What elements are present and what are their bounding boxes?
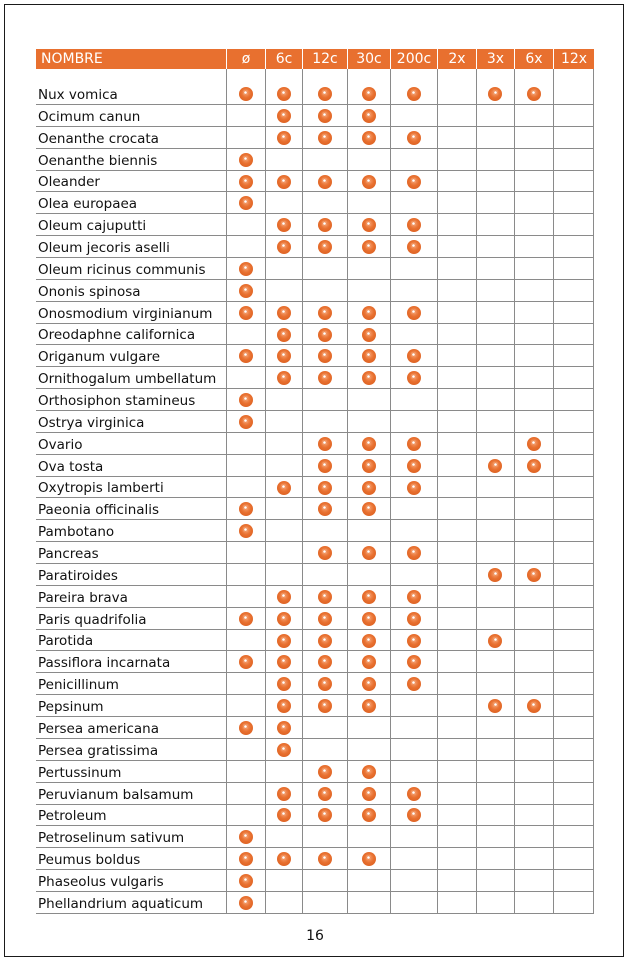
orange-dot-icon [318, 218, 332, 232]
table-row [36, 673, 594, 695]
orange-dot-icon [277, 371, 291, 385]
orange-dot-icon [362, 218, 376, 232]
table-row [36, 498, 594, 520]
table-row [36, 214, 594, 236]
orange-dot-icon [362, 808, 376, 822]
orange-dot-icon [318, 131, 332, 145]
remedy-name: Passiflora incarnata [38, 655, 171, 672]
orange-dot-icon [277, 218, 291, 232]
orange-dot-icon [277, 306, 291, 320]
orange-dot-icon [407, 546, 421, 560]
orange-dot-icon [277, 481, 291, 495]
orange-dot-icon [407, 175, 421, 189]
table-row [36, 739, 594, 761]
orange-dot-icon [239, 175, 253, 189]
orange-dot-icon [318, 699, 332, 713]
remedy-name: Phaseolus vulgaris [38, 873, 164, 890]
table-row [36, 455, 594, 477]
orange-dot-icon [277, 808, 291, 822]
remedy-name: Ovario [38, 436, 83, 453]
remedy-name: Persea americana [38, 720, 159, 737]
orange-dot-icon [362, 590, 376, 604]
orange-dot-icon [277, 131, 291, 145]
table-row [36, 433, 594, 455]
orange-dot-icon [362, 109, 376, 123]
orange-dot-icon [407, 349, 421, 363]
orange-dot-icon [239, 896, 253, 910]
remedy-name: Petroleum [38, 808, 107, 825]
remedy-name: Petroselinum sativum [38, 830, 185, 847]
remedy-name: Pareira brava [38, 589, 128, 606]
table-row [36, 258, 594, 280]
table-row [36, 324, 594, 346]
orange-dot-icon [407, 306, 421, 320]
orange-dot-icon [277, 349, 291, 363]
orange-dot-icon [277, 787, 291, 801]
orange-dot-icon [362, 371, 376, 385]
orange-dot-icon [239, 524, 253, 538]
orange-dot-icon [277, 109, 291, 123]
orange-dot-icon [362, 349, 376, 363]
orange-dot-icon [318, 437, 332, 451]
remedy-name: Pepsinum [38, 699, 104, 716]
header-col: 6c [265, 49, 302, 69]
orange-dot-icon [318, 852, 332, 866]
orange-dot-icon [277, 612, 291, 626]
orange-dot-icon [318, 655, 332, 669]
table-row [36, 149, 594, 171]
orange-dot-icon [318, 87, 332, 101]
orange-dot-icon [407, 131, 421, 145]
orange-dot-icon [362, 852, 376, 866]
orange-dot-icon [407, 634, 421, 648]
header-name: NOMBRE [41, 51, 103, 67]
orange-dot-icon [318, 481, 332, 495]
header-col: 6x [514, 49, 553, 69]
remedy-name: Oenanthe biennis [38, 152, 158, 169]
orange-dot-icon [277, 175, 291, 189]
orange-dot-icon [239, 349, 253, 363]
remedy-name: Oxytropis lamberti [38, 480, 164, 497]
orange-dot-icon [362, 87, 376, 101]
orange-dot-icon [362, 459, 376, 473]
orange-dot-icon [362, 502, 376, 516]
table-row [36, 389, 594, 411]
remedy-name: Oleum jecoris aselli [38, 240, 170, 257]
remedy-name: Ocimum canun [38, 108, 141, 125]
orange-dot-icon [488, 568, 502, 582]
orange-dot-icon [407, 459, 421, 473]
table-row [36, 805, 594, 827]
orange-dot-icon [239, 830, 253, 844]
orange-dot-icon [407, 677, 421, 691]
orange-dot-icon [362, 546, 376, 560]
orange-dot-icon [318, 677, 332, 691]
remedy-name: Phellandrium aquaticum [38, 895, 204, 912]
orange-dot-icon [318, 502, 332, 516]
header-col: 30c [347, 49, 390, 69]
orange-dot-icon [527, 87, 541, 101]
remedy-name: Oreodaphne californica [38, 327, 196, 344]
orange-dot-icon [318, 328, 332, 342]
remedy-name: Nux vomica [38, 87, 118, 103]
table-row [36, 280, 594, 302]
table-row [36, 564, 594, 586]
table-row [36, 848, 594, 870]
orange-dot-icon [318, 109, 332, 123]
orange-dot-icon [318, 787, 332, 801]
remedy-name: Ova tosta [38, 458, 104, 475]
orange-dot-icon [277, 87, 291, 101]
table-row [36, 192, 594, 214]
orange-dot-icon [239, 306, 253, 320]
remedy-name: Peruvianum balsamum [38, 786, 194, 803]
remedy-name: Paris quadrifolia [38, 611, 147, 628]
table-row [36, 783, 594, 805]
header-col: 12x [553, 49, 594, 69]
orange-dot-icon [239, 393, 253, 407]
orange-dot-icon [318, 808, 332, 822]
table-row [36, 586, 594, 608]
table-row [36, 717, 594, 739]
orange-dot-icon [407, 481, 421, 495]
header-col: 2x [437, 49, 476, 69]
table-row [36, 477, 594, 499]
orange-dot-icon [239, 262, 253, 276]
table-row [36, 127, 594, 149]
table-row [36, 630, 594, 652]
orange-dot-icon [239, 852, 253, 866]
orange-dot-icon [362, 655, 376, 669]
remedy-name: Ononis spinosa [38, 283, 141, 300]
remedy-name: Pambotano [38, 524, 115, 541]
page-number: 16 [306, 928, 324, 944]
orange-dot-icon [277, 721, 291, 735]
orange-dot-icon [407, 240, 421, 254]
table-row [36, 367, 594, 389]
table-header [36, 49, 594, 69]
orange-dot-icon [407, 218, 421, 232]
orange-dot-icon [362, 699, 376, 713]
remedy-name: Paratiroides [38, 567, 118, 584]
orange-dot-icon [407, 437, 421, 451]
table-row [36, 870, 594, 892]
orange-dot-icon [277, 852, 291, 866]
orange-dot-icon [318, 634, 332, 648]
remedy-name: Ostrya virginica [38, 414, 145, 431]
orange-dot-icon [277, 655, 291, 669]
table-row [36, 652, 594, 674]
table-row [36, 892, 594, 914]
orange-dot-icon [362, 677, 376, 691]
orange-dot-icon [362, 175, 376, 189]
table-row [36, 83, 594, 105]
orange-dot-icon [318, 765, 332, 779]
table-row [36, 542, 594, 564]
orange-dot-icon [318, 612, 332, 626]
table-row [36, 411, 594, 433]
orange-dot-icon [362, 787, 376, 801]
remedy-name: Onosmodium virginianum [38, 305, 213, 322]
orange-dot-icon [277, 634, 291, 648]
orange-dot-icon [407, 655, 421, 669]
orange-dot-icon [277, 743, 291, 757]
orange-dot-icon [488, 459, 502, 473]
remedy-name: Oenanthe crocata [38, 130, 159, 147]
table-row [36, 236, 594, 258]
orange-dot-icon [527, 699, 541, 713]
header-col: 200c [390, 49, 437, 69]
remedy-name: Oleander [38, 174, 100, 191]
table-row [36, 345, 594, 367]
orange-dot-icon [239, 87, 253, 101]
orange-dot-icon [239, 502, 253, 516]
remedy-name: Ornithogalum umbellatum [38, 371, 217, 388]
header-col: 12c [302, 49, 347, 69]
orange-dot-icon [407, 787, 421, 801]
remedy-name: Olea europaea [38, 196, 138, 213]
remedy-name: Persea gratissima [38, 742, 159, 759]
orange-dot-icon [407, 371, 421, 385]
orange-dot-icon [362, 481, 376, 495]
remedy-name: Orthosiphon stamineus [38, 393, 196, 410]
orange-dot-icon [318, 349, 332, 363]
table-row [36, 171, 594, 193]
orange-dot-icon [318, 590, 332, 604]
orange-dot-icon [407, 87, 421, 101]
remedy-name: Oleum cajuputti [38, 218, 147, 235]
orange-dot-icon [318, 175, 332, 189]
table-row [36, 761, 594, 783]
orange-dot-icon [488, 87, 502, 101]
orange-dot-icon [239, 721, 253, 735]
orange-dot-icon [239, 196, 253, 210]
remedy-name: Parotida [38, 633, 94, 650]
orange-dot-icon [318, 306, 332, 320]
orange-dot-icon [407, 808, 421, 822]
orange-dot-icon [277, 699, 291, 713]
orange-dot-icon [362, 131, 376, 145]
table-row [36, 105, 594, 127]
remedy-name: Pertussinum [38, 764, 122, 781]
orange-dot-icon [239, 153, 253, 167]
remedy-table [36, 49, 594, 912]
orange-dot-icon [362, 328, 376, 342]
table-row [36, 520, 594, 542]
table-row [36, 695, 594, 717]
orange-dot-icon [277, 240, 291, 254]
orange-dot-icon [527, 459, 541, 473]
orange-dot-icon [239, 284, 253, 298]
orange-dot-icon [318, 546, 332, 560]
orange-dot-icon [318, 459, 332, 473]
table-row [36, 826, 594, 848]
orange-dot-icon [407, 612, 421, 626]
orange-dot-icon [362, 612, 376, 626]
orange-dot-icon [239, 655, 253, 669]
header-col: 3x [476, 49, 514, 69]
remedy-name: Oleum ricinus communis [38, 261, 206, 278]
orange-dot-icon [362, 437, 376, 451]
remedy-name: Penicillinum [38, 677, 119, 694]
orange-dot-icon [527, 568, 541, 582]
orange-dot-icon [277, 328, 291, 342]
orange-dot-icon [239, 874, 253, 888]
orange-dot-icon [362, 240, 376, 254]
table-row [36, 608, 594, 630]
remedy-name: Pancreas [38, 546, 99, 563]
header-col: ø [226, 49, 265, 69]
remedy-name: Paeonia officinalis [38, 502, 160, 519]
orange-dot-icon [239, 415, 253, 429]
orange-dot-icon [318, 371, 332, 385]
orange-dot-icon [239, 612, 253, 626]
orange-dot-icon [277, 590, 291, 604]
orange-dot-icon [318, 240, 332, 254]
orange-dot-icon [362, 765, 376, 779]
orange-dot-icon [407, 590, 421, 604]
remedy-name: Origanum vulgare [38, 349, 161, 366]
orange-dot-icon [527, 437, 541, 451]
orange-dot-icon [362, 634, 376, 648]
orange-dot-icon [362, 306, 376, 320]
orange-dot-icon [488, 634, 502, 648]
orange-dot-icon [277, 677, 291, 691]
remedy-name: Peumus boldus [38, 852, 141, 869]
table-row [36, 302, 594, 324]
orange-dot-icon [488, 699, 502, 713]
